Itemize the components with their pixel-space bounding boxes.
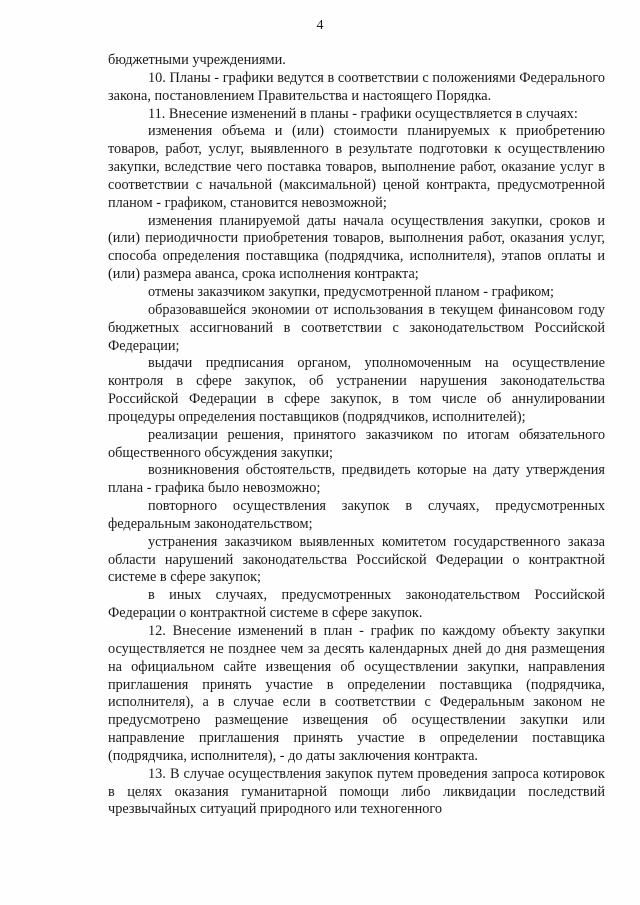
paragraph-case-date-change: изменения планируемой даты начала осуществления закупки, сроков и (или) периодичности приобретения товаров, выполнения работ, оказания услуг, способа определения поставщика (подрядчика, исполнителя), этапов оплаты и (или) размера аванса, срока исполнения контракта; xyxy=(108,212,605,283)
paragraph-item-13: 13. В случае осуществления закупок путем проведения запроса котировок в целях оказания гуманитарной помощи либо ликвидации последствий чрезвычайных ситуаций природного или техногенного xyxy=(108,765,605,818)
paragraph-case-cancellation: отмены заказчиком закупки, предусмотренной планом - графиком; xyxy=(148,283,555,300)
paragraph-case-repeat-procurement: повторного осуществления закупок в случаях, предусмотренных федеральным законодательством; xyxy=(108,498,605,532)
paragraph-item-12: 12. Внесение изменений в план - график по каждому объекту закупки осуществляется не позднее чем за десять календарных дней до дня размещения на официальном сайте извещения об осуществлении закупки, направления приглашения принять участие в определении поставщика (подрядчика, исполнителя), а в случае если в соответствии с Федеральным законом не предусмотрено размещение извещения об осуществлении закупки или направление приглашения принять участие в определении поставщика (подрядчика, исполнителя), - до даты заключения контракта. xyxy=(108,623,605,764)
paragraph-item-11: 11. Внесение изменений в планы - графики осуществляется в случаях: xyxy=(148,105,578,122)
paragraph-case-order: выдачи предписания органом, уполномоченным на осуществление контроля в сфере закупок, об устранении нарушения законодательства Российской Федерации в сфере закупок, в том числе об аннулировании процедуры определения поставщиков (подрядчиков, исполнителей); xyxy=(108,355,605,425)
paragraph-case-circumstances: возникновения обстоятельств, предвидеть которые на дату утверждения плана - графика было невозможно; xyxy=(108,462,605,497)
page-number: 4 xyxy=(316,18,324,33)
paragraph-case-violations: устранения заказчиком выявленных комитетом государственного заказа области нарушений законодательства Российской Федерации о контрактной системе в сфере закупок; xyxy=(108,533,605,586)
paragraph-case-savings: образовавшейся экономии от использования в текущем финансовом году бюджетных ассигнований в соответствии с законодательством Российской Федерации; xyxy=(108,301,605,354)
paragraph-continuation: бюджетными учреждениями. xyxy=(108,52,286,68)
paragraph-item-10: 10. Планы - графики ведутся в соответствии с положениями Федерального закона, постановлением Правительства и настоящего Порядка. xyxy=(108,69,605,104)
paragraph-case-volume-change: изменения объема и (или) стоимости планируемых к приобретению товаров, работ, услуг, выявленного в результате подготовки к осуществлению закупки, вследствие чего поставка товаров, выполнение работ, оказание услуг в соответствии с начальной (максимальной) ценой контракта, предусмотренной планом - графиком, становится невозможной; xyxy=(108,123,605,211)
document-body xyxy=(108,52,605,819)
paragraph-case-public-discussion: реализации решения, принятого заказчиком по итогам обязательного общественного обсуждения закупки; xyxy=(108,426,605,461)
paragraph-case-other: в иных случаях, предусмотренных законодательством Российской Федерации о контрактной системе в сфере закупок. xyxy=(108,587,605,622)
